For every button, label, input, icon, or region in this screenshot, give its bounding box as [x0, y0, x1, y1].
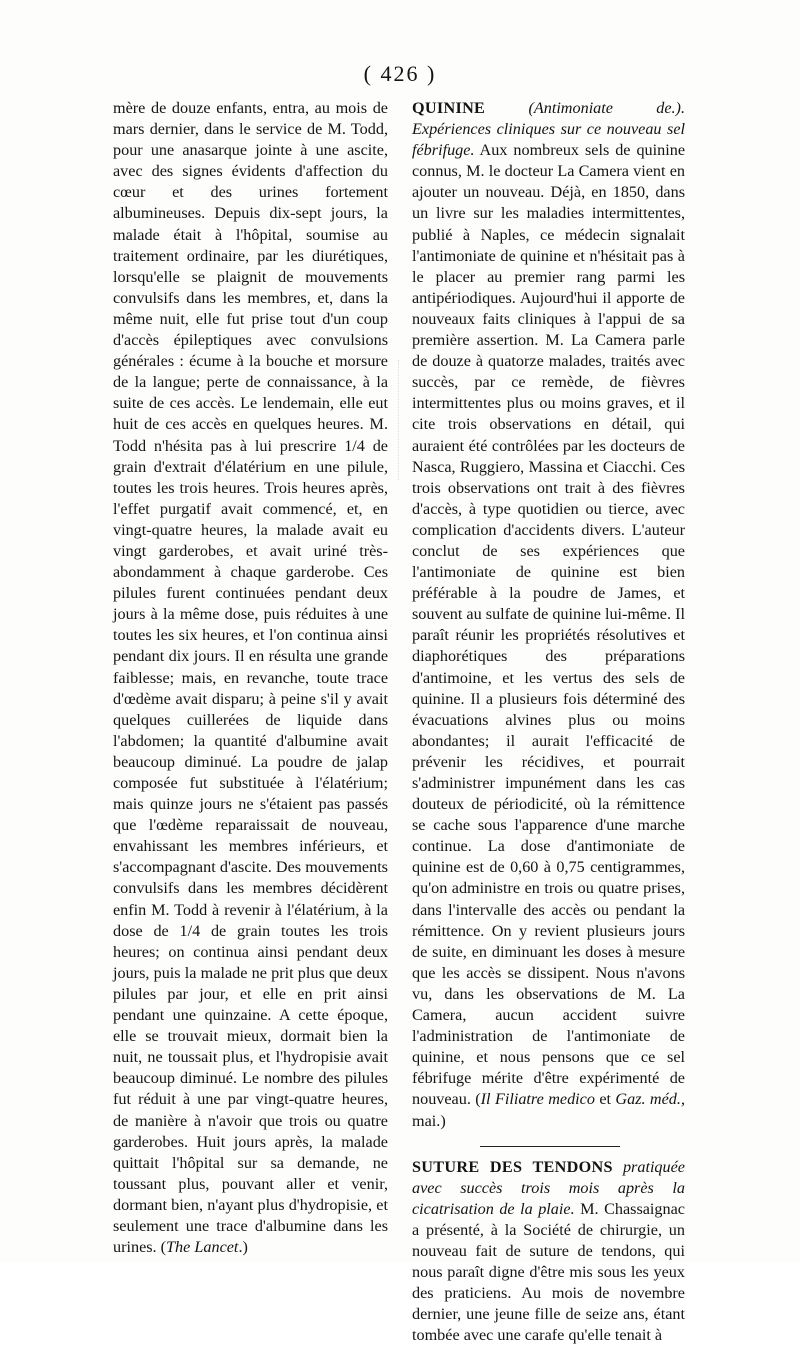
article-quinine-source-2: Gaz. méd.: [615, 1090, 681, 1109]
article-suture-body: M. Chassaignac a présenté, à la Société de chirurgie, un nouveau fait de suture de tendons, qui nous paraît digne d'être mis sous les yeux des praticiens. Au mois de novembre dernier, une jeune fille de seize ans, étant tombée avec une carafe qu'elle tenait à: [412, 1199, 685, 1345]
left-column-source: The Lancet: [166, 1238, 239, 1257]
right-column: [412, 98, 685, 1346]
article-suture-headword: SUTURE DES TENDONS: [412, 1157, 613, 1176]
article-suture-paragraph: [412, 1157, 685, 1346]
left-column-closing: .): [238, 1238, 248, 1257]
article-quinine-headword: QUININE: [412, 99, 486, 117]
divider-line: [480, 1146, 620, 1147]
article-quinine-source: Il Filiatre medico: [480, 1090, 595, 1109]
article-quinine-body: Aux nombreux sels de quinine connus, M. le docteur La Camera vient en ajouter un nouveau. Déjà, en 1850, dans un livre sur les maladies intermittentes, publié à Naples, ce médecin signalait l'antimoniate de quinine et n'hésitait pas à le placer au premier rang parmi les antipériodiques. Aujourd'hui il apporte de nouveaux faits cliniques à l'appui de sa première assertion. M. La Camera parle de douze à quatorze malades, traités avec succès, par ce remède, de fièvres intermittentes plus ou moins graves, et il cite trois observations en détail, qui auraient été contrôlées par les docteurs de Nasca, Ruggiero, Massina et Ciacchi. Ces trois observations ont trait à des fièvres d'accès, à type quotidien ou tierce, avec complication d'accidents divers. L'auteur conclut de ses expériences que l'antimoniate de quinine est bien préférable à la poudre de James, et souvent au sulfate de quinine lui-même. Il paraît réunir les propriétés résolutives et diaphorétiques des préparations d'antimoine, et les vertus des sels de quinine. Il a plusieurs fois déterminé des évacuations alvines plus ou moins abondantes; il aurait l'efficacité de prévenir les récidives, et pourrait s'administrer impunément dans les cas douteux de périodicité, où la rémittence se cache sous l'apparence d'une marche continue. La dose d'antimoniate de quinine est de 0,60 à 0,75 centigrammes, qu'on administre en trois ou quatre prises, dans l'intervalle des accès ou pendant la rémittence. On y revient plusieurs jours de suite, en diminuant les doses à mesure que les accès se dissipent. Nous n'avons vu, dans les observations de M. La Camera, aucun accident suivre l'administration de l'antimoniate de quinine, et nous pensons que ce sel fébrifuge mérite d'être expérimenté de nouveau. (: [412, 141, 685, 1109]
section-divider: [412, 1146, 685, 1149]
article-quinine-closing: , mai.): [412, 1090, 685, 1130]
article-quinine-paragraph: [412, 98, 685, 1132]
article-suture-subhead: pratiquée avec succès trois mois après la cicatrisation de la plaie.: [412, 1157, 685, 1218]
left-column: [113, 98, 388, 1258]
page-number: ( 426 ): [363, 61, 437, 86]
article-quinine-subhead: (Antimoniate de.). Expériences cliniques sur ce nouveau sel fébrifuge.: [412, 99, 685, 160]
article-suture: [412, 1157, 685, 1346]
column-gutter-mark: [398, 360, 405, 480]
article-quinine-source-mid: et: [594, 1090, 616, 1109]
left-column-paragraph: [113, 98, 388, 1258]
article-quinine: [412, 98, 685, 1132]
left-column-text: mère de douze enfants, entra, au mois de mars dernier, dans le service de M. Todd, pour une anasarque jointe à une ascite, avec des signes évidents d'affection du cœur et des urines fortement albumineuses. Depuis dix-sept jours, la malade était à l'hôpital, soumise au traitement ordinaire, par les diurétiques, lorsqu'elle se plaignit de mouvements convulsifs dans les membres, et, dans la même nuit, elle fut prise tout d'un coup d'accès épileptiques avec convulsions générales : écume à la bouche et morsure de la langue; perte de connaissance, à la suite de ces accès. Le lendemain, elle eut huit de ces accès en quelques heures. M. Todd n'hésita pas à lui prescrire 1/4 de grain d'extrait d'élatérium en une pilule, toutes les trois heures. Trois heures après, l'effet purgatif avait commencé, et, en vingt-quatre heures, la malade avait eu vingt garderobes, et avait uriné très-abondamment à chaque garderobe. Ces pilules furent continuées pendant deux jours à la même dose, puis réduites à une toutes les six heures, et l'on continua ainsi pendant dix jours. Il en résulta une grande faiblesse; mais, en revanche, toute trace d'œdème avait disparu; à peine s'il y avait quelques cuillerées de liquide dans l'abdomen; la quantité d'albumine avait beaucoup diminué. La poudre de jalap composée fut substituée à l'élatérium; mais quinze jours ne s'étaient pas passés que l'œdème reparaissait de nouveau, envahissant les membres inférieurs, et s'accompagnant d'ascite. Des mouvements convulsifs dans les membres décidèrent enfin M. Todd à revenir à l'élatérium, à la dose de 1/4 de grain toutes les trois heures; on continua ainsi pendant deux jours, puis la malade ne prit plus que deux pilules par jour, et elle en prit ainsi pendant une quinzaine. A cette époque, elle se trouvait mieux, dormait bien la nuit, ne toussait plus, et l'hydropisie avait beaucoup diminué. Le nombre des pilules fut réduit à une par vingt-quatre heures, de manière à n'avoir que trois ou quatre garderobes. Huit jours après, la malade quittait l'hôpital sur sa demande, ne toussant plus, pouvant aller et venir, dormant bien, n'ayant plus d'hydropisie, et seulement une trace d'albumine dans les urines. (: [113, 99, 388, 1257]
